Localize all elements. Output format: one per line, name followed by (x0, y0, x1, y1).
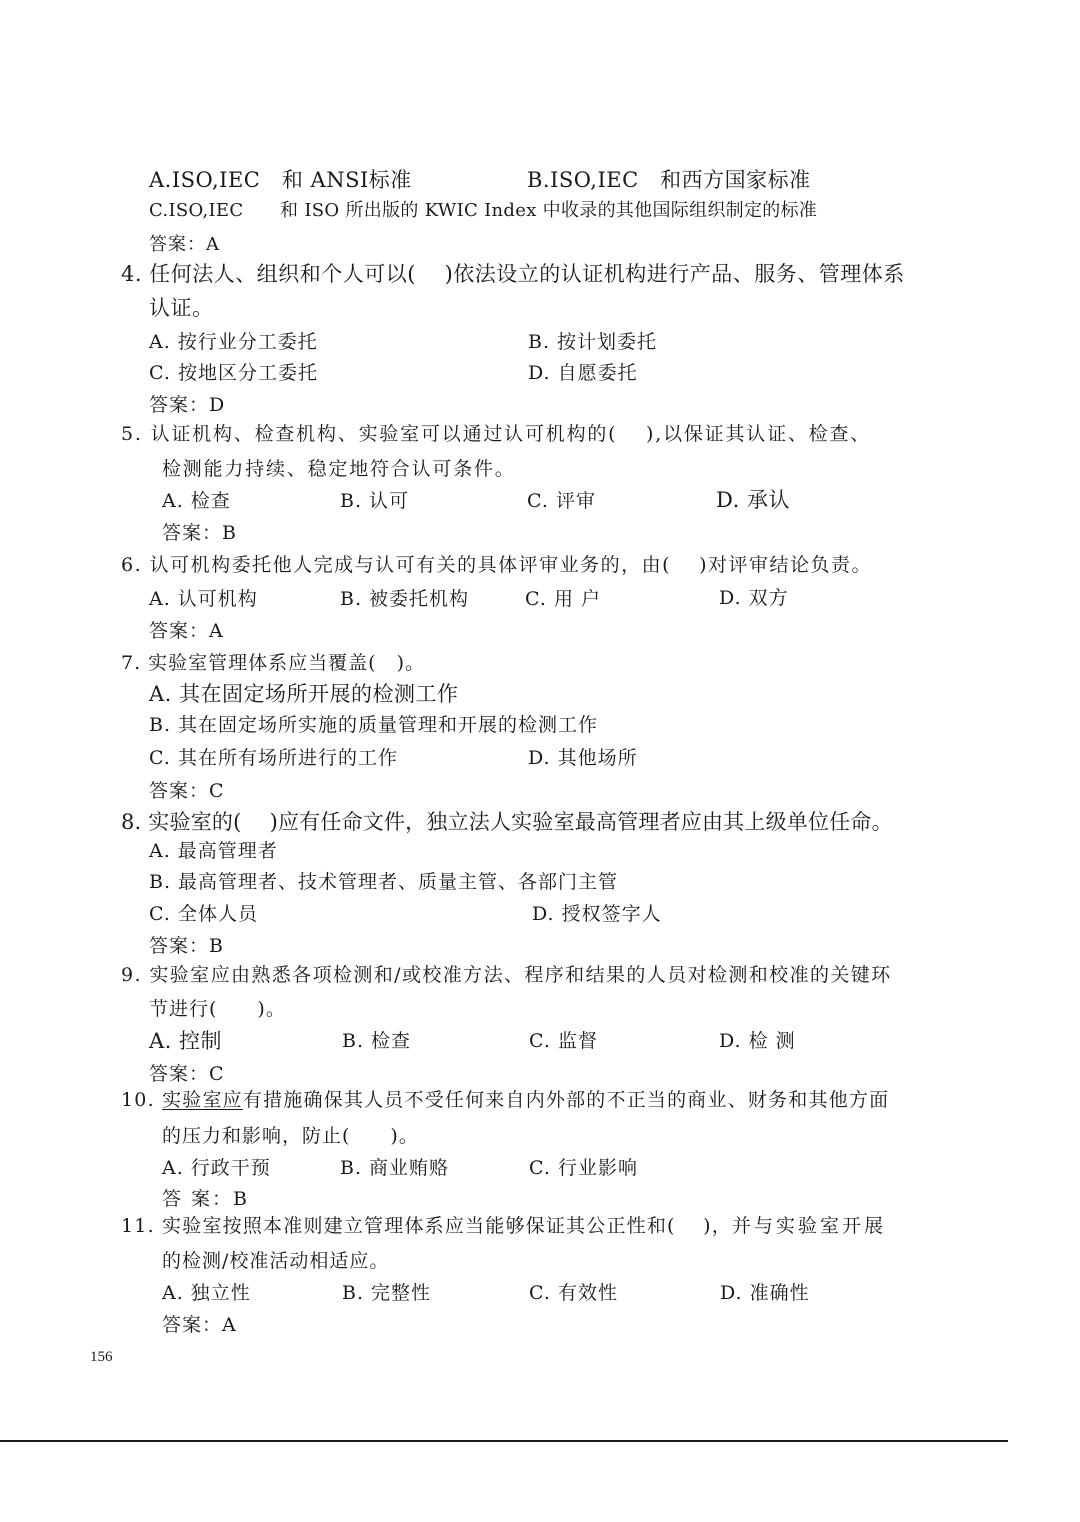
q9-option-b: B. 检查 (342, 1030, 412, 1052)
q10-number: 10. (121, 1089, 155, 1111)
q5-answer: 答案：B (162, 522, 237, 544)
q10-option-c: C. 行业影响 (529, 1157, 638, 1179)
q10-underlined-subject: 实验室应 (162, 1089, 243, 1111)
q9-option-c: C. 监督 (529, 1030, 598, 1052)
q11-option-c: C. 有效性 (529, 1282, 618, 1304)
q6-stem-line1: 6. 认可机构委托他人完成与认可有关的具体评审业务的，由( )对评审结论负责。 (121, 554, 873, 576)
q4-option-c: C. 按地区分工委托 (149, 362, 318, 384)
q10-option-b: B. 商业贿赂 (340, 1157, 450, 1179)
q8-stem-line1: 8. 实验室的( )应有任命文件，独立法人实验室最高管理者应由其上级单位任命。 (121, 810, 893, 834)
q7-option-c: C. 其在所有场所进行的工作 (149, 747, 398, 769)
q4-option-d: D. 自愿委托 (528, 362, 638, 384)
q4-option-b: B. 按计划委托 (528, 331, 658, 353)
q9-option-a: A. 控制 (149, 1029, 223, 1053)
q11-option-d: D. 准确性 (720, 1282, 810, 1304)
q7-answer: 答案：C (149, 780, 225, 802)
q4-option-a: A. 按行业分工委托 (149, 331, 318, 353)
q10-answer: 答 案：B (162, 1188, 250, 1210)
q5-stem-line2: 检测能力持续、稳定地符合认可条件。 (162, 458, 516, 480)
q11-stem-line2: 的检测/校准活动相适应。 (162, 1250, 390, 1272)
q6-option-a: A. 认可机构 (149, 588, 258, 610)
q6-option-b: B. 被委托机构 (340, 588, 470, 610)
q3-option-a: A.ISO,IEC 和 ANSI标准 (149, 168, 412, 192)
q11-answer: 答案：A (162, 1314, 237, 1336)
q7-option-a: A. 其在固定场所开展的检测工作 (149, 682, 459, 706)
q10-stem-line1 (121, 1091, 889, 1110)
q3-answer: 答案：A (149, 234, 220, 255)
q9-option-d: D. 检 测 (719, 1030, 796, 1052)
q9-stem-line2: 节进行( )。 (149, 998, 286, 1020)
q8-option-d: D. 授权签字人 (532, 903, 662, 925)
q8-option-c: C. 全体人员 (149, 903, 258, 925)
q10-stem-line2: 的压力和影响，防止( )。 (162, 1125, 419, 1147)
q9-answer: 答案：C (149, 1063, 225, 1085)
q7-option-d: D. 其他场所 (528, 747, 638, 769)
q11-stem-tail: 并与实验室开展 (731, 1215, 886, 1237)
q6-option-c: C. 用 户 (525, 588, 601, 610)
q7-stem-line1: 7. 实验室管理体系应当覆盖( )。 (121, 652, 425, 674)
page-number: 156 (90, 1349, 113, 1365)
q5-stem-line1: 5. 认证机构、检查机构、实验室可以通过认可机构的( ),以保证其认证、检查、 (121, 423, 872, 445)
q6-option-d: D. 双方 (719, 587, 789, 609)
q8-option-b: B. 最高管理者、技术管理者、质量主管、各部门主管 (149, 871, 619, 893)
footer-rule (0, 1440, 1008, 1442)
q5-option-b: B. 认可 (340, 490, 410, 512)
q5-option-a: A. 检查 (162, 490, 231, 512)
q11-stem-line1 (121, 1217, 886, 1236)
q5-option-d: D. 承认 (716, 488, 790, 512)
q6-answer: 答案：A (149, 620, 224, 642)
q9-stem-line1: 9. 实验室应由熟悉各项检测和/或校准方法、程序和结果的人员对检测和校准的关键环 (121, 964, 892, 986)
q4-answer: 答案：D (149, 394, 226, 416)
q11-option-a: A. 独立性 (162, 1282, 251, 1304)
q10-stem-rest: 有措施确保其人员不受任何来自内外部的不正当的商业、财务和其他方面 (242, 1089, 890, 1111)
q8-answer: 答案：B (149, 935, 224, 957)
q11-stem-head: 11. 实验室按照本准则建立管理体系应当能够保证其公正性和( )， (121, 1215, 732, 1237)
q4-stem-line1: 4. 任何法人、组织和个人可以( )依法设立的认证机构进行产品、服务、管理体系 (121, 262, 905, 286)
q7-option-b: B. 其在固定场所实施的质量管理和开展的检测工作 (149, 714, 599, 736)
q3-option-c: C.ISO,IEC 和 ISO 所出版的 KWIC Index 中收录的其他国际组织制定的标准 (149, 200, 818, 221)
q5-option-c: C. 评审 (527, 490, 596, 512)
q8-option-a: A. 最高管理者 (149, 840, 278, 862)
q4-stem-line2: 认证。 (149, 296, 214, 320)
q3-option-b: B.ISO,IEC 和西方国家标准 (527, 168, 811, 192)
q10-option-a: A. 行政干预 (162, 1157, 271, 1179)
q11-option-b: B. 完整性 (342, 1282, 432, 1304)
